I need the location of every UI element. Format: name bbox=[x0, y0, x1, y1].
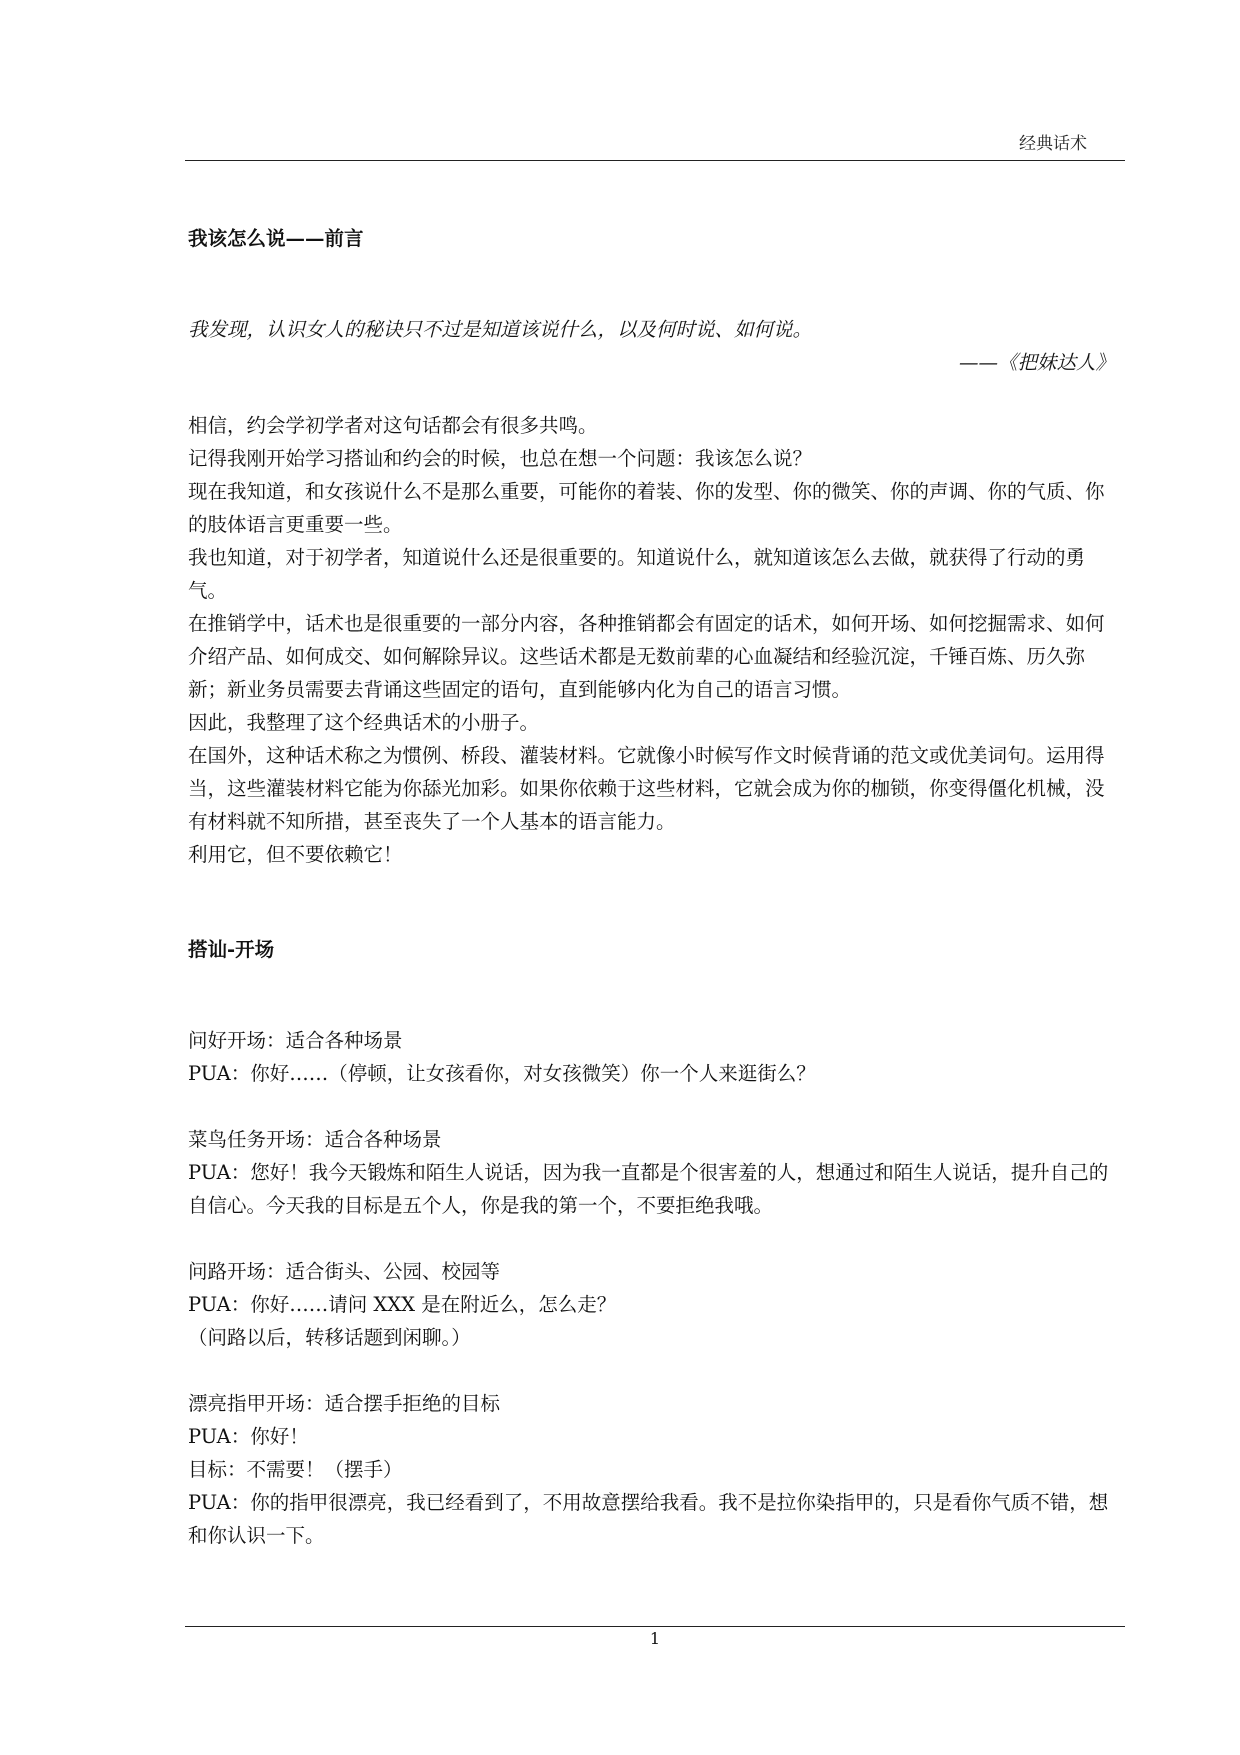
page-footer bbox=[185, 1626, 1125, 1648]
opener-nails bbox=[188, 1387, 1123, 1552]
section-title: 搭讪-开场 bbox=[188, 938, 275, 961]
opener-title: 漂亮指甲开场：适合摆手拒绝的目标 bbox=[188, 1392, 501, 1415]
opener-title: 问路开场：适合街头、公园、校园等 bbox=[188, 1260, 501, 1283]
document-body bbox=[188, 222, 1123, 1552]
paragraph: 在国外，这种话术称之为惯例、桥段、灌装材料。它就像小时候写作文时候背诵的范文或优美词句。运用得当，这些灌装材料它能为你舔光加彩。如果你依赖于这些材料，它就会成为你的枷锁，你变得僵化机械，没有材料就不知所措，甚至丧失了一个人基本的语言能力。 bbox=[188, 744, 1105, 833]
page-header bbox=[185, 130, 1125, 161]
paragraph: 在推销学中，话术也是很重要的一部分内容，各种推销都会有固定的话术，如何开场、如何挖掘需求、如何介绍产品、如何成交、如何解除异议。这些话术都是无数前辈的心血凝结和经验沉淀，千锤百炼、历久弥新；新业务员需要去背诵这些固定的语句，直到能够内化为自己的语言习惯。 bbox=[188, 612, 1105, 701]
paragraph: 我也知道，对于初学者，知道说什么还是很重要的。知道说什么，就知道该怎么去做，就获得了行动的勇气。 bbox=[188, 546, 1086, 602]
paragraph: 记得我刚开始学习搭讪和约会的时候，也总在想一个问题：我该怎么说？ bbox=[188, 447, 813, 470]
paragraph: 现在我知道，和女孩说什么不是那么重要，可能你的着装、你的发型、你的微笑、你的声调、你的气质、你的肢体语言更重要一些。 bbox=[188, 480, 1105, 536]
paragraph: 相信，约会学初学者对这句话都会有很多共鸣。 bbox=[188, 414, 598, 437]
header-title: 经典话术 bbox=[1019, 134, 1087, 154]
dialogue-line: PUA：您好！我今天锻炼和陌生人说话，因为我一直都是个很害羞的人，想通过和陌生人说话，提升自己的自信心。今天我的目标是五个人，你是我的第一个，不要拒绝我哦。 bbox=[188, 1161, 1109, 1217]
dialogue-line: PUA：你好……（停顿，让女孩看你，对女孩微笑）你一个人来逛街么？ bbox=[188, 1062, 816, 1085]
epigraph-source: ——《把妹达人》 bbox=[958, 351, 1115, 374]
preface-title: 我该怎么说——前言 bbox=[188, 227, 364, 250]
paragraph: 利用它，但不要依赖它！ bbox=[188, 843, 403, 866]
dialogue-line: 目标：不需要！（摆手） bbox=[188, 1458, 403, 1481]
preface-paragraphs bbox=[188, 409, 1123, 871]
opener-rookie-task bbox=[188, 1123, 1123, 1222]
epigraph-quote: 我发现，认识女人的秘诀只不过是知道该说什么，以及何时说、如何说。 bbox=[188, 318, 813, 341]
page-number: 1 bbox=[649, 1629, 661, 1648]
dialogue-line: PUA：你好！ bbox=[188, 1425, 309, 1448]
opener-greeting bbox=[188, 1024, 1123, 1090]
opener-title: 问好开场：适合各种场景 bbox=[188, 1029, 403, 1052]
dialogue-line: PUA：你好……请问 XXX 是在附近么，怎么走？ bbox=[188, 1293, 617, 1316]
dialogue-note: （问路以后，转移话题到闲聊。） bbox=[188, 1326, 471, 1349]
opener-ask-directions bbox=[188, 1255, 1123, 1354]
dialogue-line: PUA：你的指甲很漂亮，我已经看到了，不用故意摆给我看。我不是拉你染指甲的，只是看你气质不错，想和你认识一下。 bbox=[188, 1491, 1109, 1547]
paragraph: 因此，我整理了这个经典话术的小册子。 bbox=[188, 711, 540, 734]
opener-title: 菜鸟任务开场：适合各种场景 bbox=[188, 1128, 442, 1151]
